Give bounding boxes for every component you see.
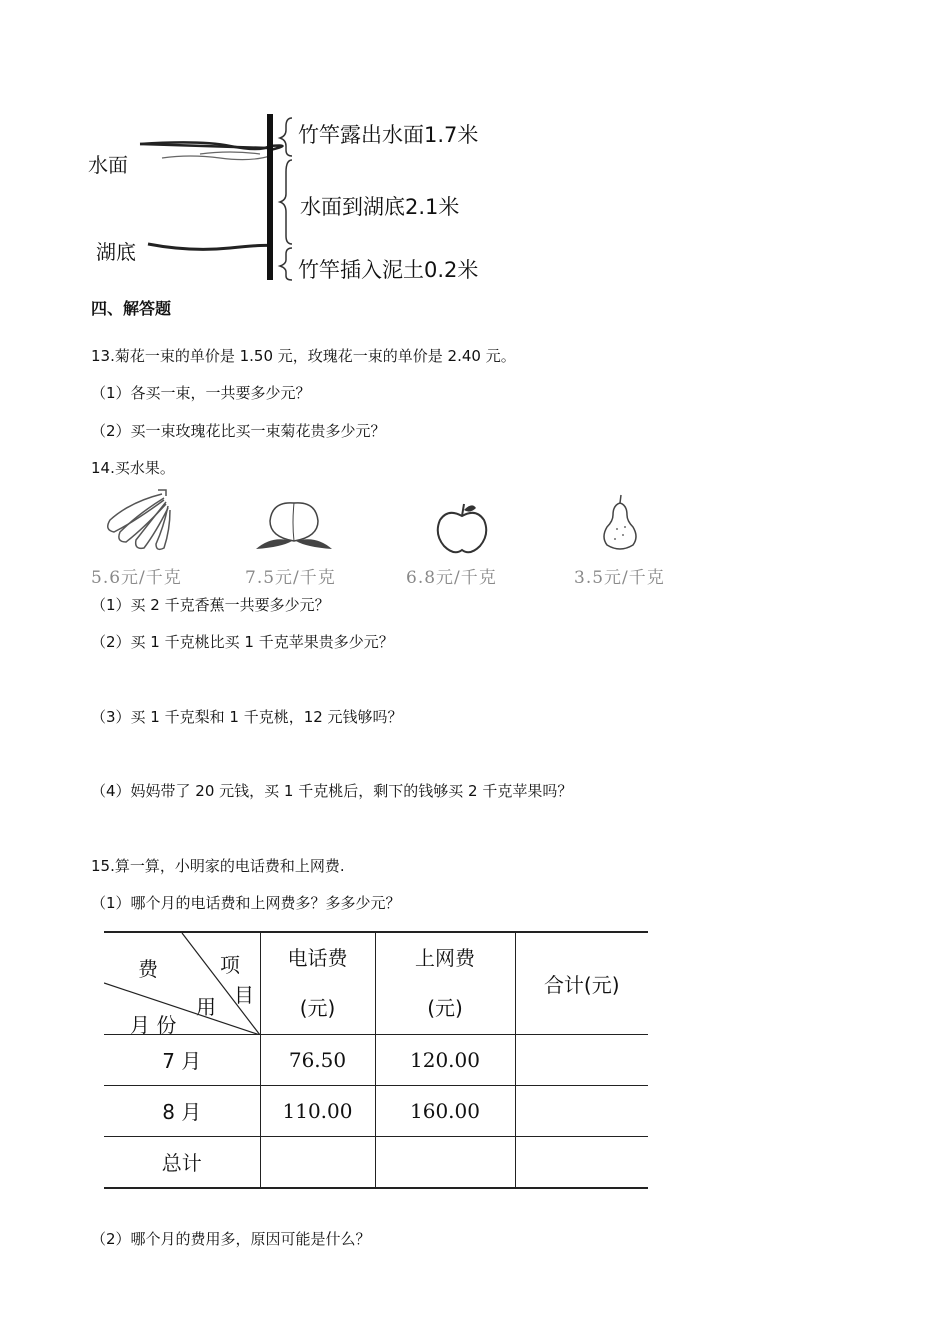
total-cell[interactable] [515,1034,648,1085]
phone-cell: 110.00 [260,1085,375,1136]
apple-icon [432,500,492,560]
pear-icon [595,493,645,553]
net-cell[interactable] [375,1136,515,1188]
peach-icon [252,495,336,555]
q14-stem: 14.买水果。 [91,459,175,477]
corner-item-label: 项 [220,953,240,977]
q14-sub2: （2）买 1 千克桃比买 1 千克苹果贵多少元？ [91,633,394,651]
q15-sub2: （2）哪个月的费用多，原因可能是什么？ [91,1230,371,1248]
table-header-row [104,932,648,1034]
apple-price: 6.8元/千克 [406,568,497,588]
mud-depth-label: 竹竿插入泥土0.2米 [298,258,479,282]
phone-cell: 76.50 [260,1034,375,1085]
q15-sub1: （1）哪个月的电话费和上网费多？多多少元？ [91,894,401,912]
pear-price: 3.5元/千克 [574,568,665,588]
table-corner-cell [104,932,260,1037]
peach-price: 7.5元/千克 [245,568,336,588]
banana-price: 5.6元/千克 [91,568,182,588]
phone-cell[interactable] [260,1136,375,1188]
water-depth-label: 水面到湖底2.1米 [300,195,460,219]
corner-fee-label: 费 [138,957,158,981]
net-cell: 160.00 [375,1085,515,1136]
q14-sub4: （4）妈妈带了 20 元钱，买 1 千克桃后，剩下的钱够买 2 千克苹果吗？ [91,782,573,800]
header-phone-unit: (元) [299,996,336,1021]
section-title: 四、解答题 [91,299,172,318]
q15-stem: 15.算一算，小明家的电话费和上网费. [91,857,345,875]
header-net-unit: (元) [427,996,463,1021]
corner-yong-label: 用 [196,995,216,1019]
corner-mu-label: 目 [234,983,254,1007]
header-phone [260,932,375,1034]
header-net [375,932,515,1034]
total-cell[interactable] [515,1136,648,1188]
table-row [104,1085,648,1136]
q13-sub1: （1）各买一束，一共要多少元？ [91,384,311,402]
header-phone-title: 电话费 [287,946,348,971]
row-label: 7 月 [104,1034,260,1085]
exposed-length-label: 竹竿露出水面1.7米 [298,123,479,147]
row-label: 总计 [104,1136,260,1188]
q14-sub3: （3）买 1 千克梨和 1 千克桃，12 元钱够吗？ [91,708,403,726]
water-surface-label: 水面 [88,153,128,177]
fee-table [104,931,648,1189]
lake-bottom-label: 湖底 [96,240,136,264]
corner-month-label: 月 份 [130,1013,177,1037]
net-cell: 120.00 [375,1034,515,1085]
q13-stem: 13.菊花一束的单价是 1.50 元，玫瑰花一束的单价是 2.40 元。 [91,347,516,365]
total-cell[interactable] [515,1085,648,1136]
q13-sub2: （2）买一束玫瑰花比买一束菊花贵多少元？ [91,422,386,440]
banana-icon [100,486,180,552]
header-net-title: 上网费 [415,946,475,971]
table-row [104,1034,648,1085]
table-row [104,1136,648,1188]
q14-sub1: （1）买 2 千克香蕉一共要多少元？ [91,596,330,614]
row-label: 8 月 [104,1085,260,1136]
header-total: 合计(元) [515,932,648,1034]
